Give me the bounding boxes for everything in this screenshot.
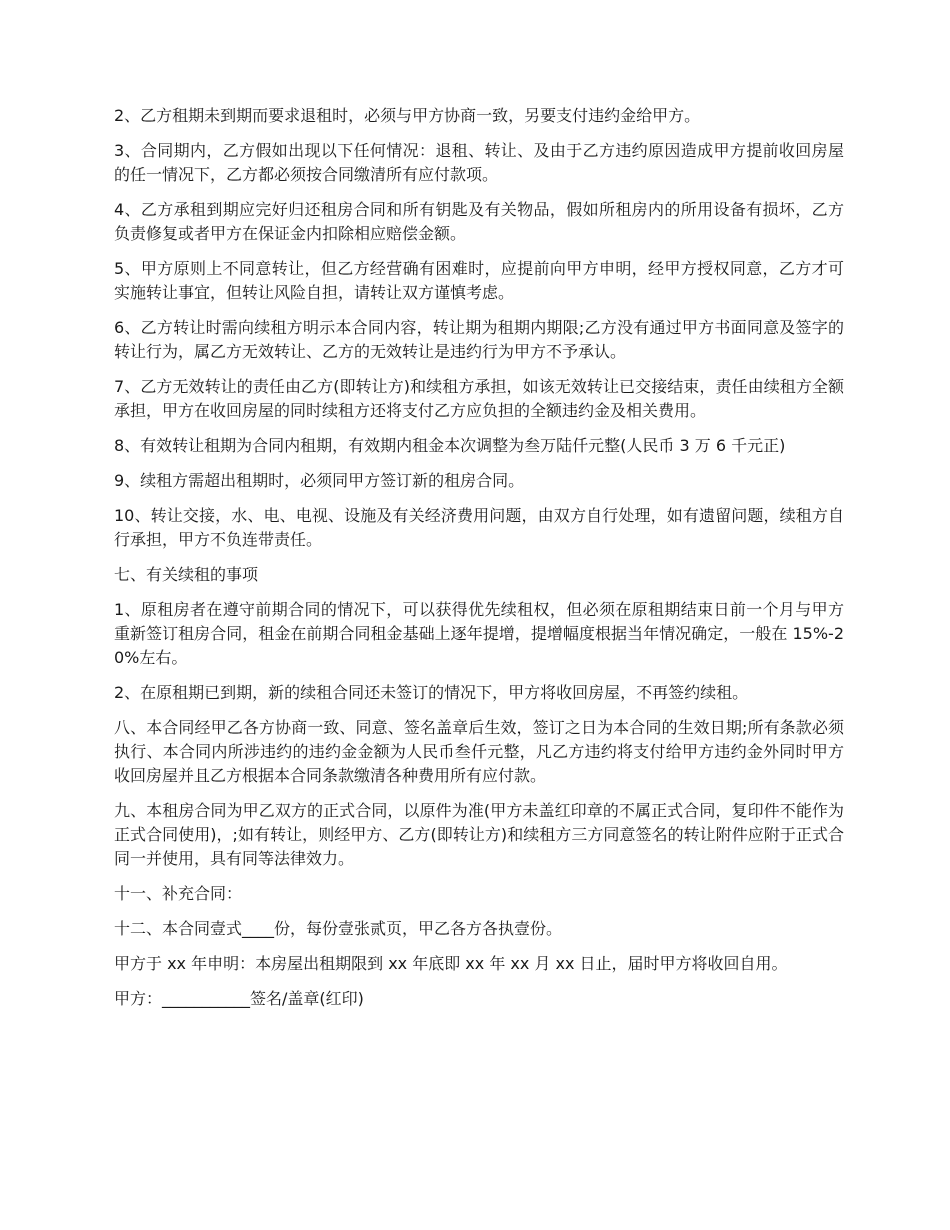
clause-7-invalid-transfer: 7、乙方无效转让的责任由乙方(即转让方)和续租方承担，如该无效转让已交接结束，责任由续租方全额承担，甲方在收回房屋的同时续租方还将支付乙方应负担的全额违约金及相关费用。	[114, 377, 844, 420]
clause-3-contract-period: 3、合同期内，乙方假如出现以下任何情况：退租、转让、及由于乙方违约原因造成甲方提前收回房屋的任一情况下，乙方都必须按合同缴清所有应付款项。	[114, 141, 844, 184]
clause-4-return-property: 4、乙方承租到期应完好归还租房合同和所有钥匙及有关物品，假如所租房内的所用设备有损坏，乙方负责修复或者甲方在保证金内扣除相应赔偿金额。	[114, 200, 844, 243]
clause-10-handover: 10、转让交接，水、电、电视、设施及有关经济费用问题，由双方自行处理，如有遗留问题，续租方自行承担，甲方不负连带责任。	[114, 506, 844, 549]
section-9-formal-contract: 九、本租房合同为甲乙双方的正式合同，以原件为准(甲方未盖红印章的不属正式合同，复印件不能作为正式合同使用)，;如有转让，则经甲方、乙方(即转让方)和续租方三方同意签名的转让附件应附于正式合同一并使用，具有同等法律效力。	[114, 801, 844, 868]
section-11-supplement: 十一、补充合同：	[114, 884, 243, 903]
section-12-copies: 十二、本合同壹式____份，每份壹张贰页，甲乙各方各执壹份。	[114, 919, 563, 938]
section-7-heading: 七、有关续租的事项	[114, 565, 259, 584]
clause-5-transfer-consent: 5、甲方原则上不同意转让，但乙方经营确有困难时，应提前向甲方申明，经甲方授权同意，乙方才可实施转让事宜，但转让风险自担，请转让双方谨慎考虑。	[114, 259, 844, 302]
landlord-declaration: 甲方于 xx 年申明：本房屋出租期限到 xx 年底即 xx 年 xx 月 xx 日止，届时甲方将收回自用。	[114, 954, 788, 973]
clause-6-transfer-disclosure: 6、乙方转让时需向续租方明示本合同内容，转让期为租期内期限;乙方没有通过甲方书面同意及签字的转让行为，属乙方无效转让、乙方的无效转让是违约行为甲方不予承认。	[114, 318, 844, 361]
contract-page	[114, 104, 844, 1022]
renewal-clause-1: 1、原租房者在遵守前期合同的情况下，可以获得优先续租权，但必须在原租期结束日前一个月与甲方重新签订租房合同，租金在前期合同租金基础上逐年提增，提增幅度根据当年情况确定，一般在 15%-20%左右。	[114, 600, 844, 667]
landlord-signature-line: 甲方：___________签名/盖章(红印)	[114, 989, 364, 1008]
clause-2-early-termination: 2、乙方租期未到期而要求退租时，必须与甲方协商一致，另要支付违约金给甲方。	[114, 106, 701, 125]
section-8-effectiveness: 八、本合同经甲乙各方协商一致、同意、签名盖章后生效，签订之日为本合同的生效日期;所有条款必须执行、本合同内所涉违约的违约金金额为人民币叁仟元整，凡乙方违约将支付给甲方违约金外同时甲方收回房屋并且乙方根据本合同条款缴清各种费用所有应付款。	[114, 718, 844, 785]
clause-9-extension: 9、续租方需超出租期时，必须同甲方签订新的租房合同。	[114, 471, 525, 490]
renewal-clause-2: 2、在原租期已到期，新的续租合同还未签订的情况下，甲方将收回房屋，不再签约续租。	[114, 683, 749, 702]
clause-8-rent-amount: 8、有效转让租期为合同内租期，有效期内租金本次调整为叁万陆仟元整(人民币 3 万 6 千元正)	[114, 436, 786, 455]
